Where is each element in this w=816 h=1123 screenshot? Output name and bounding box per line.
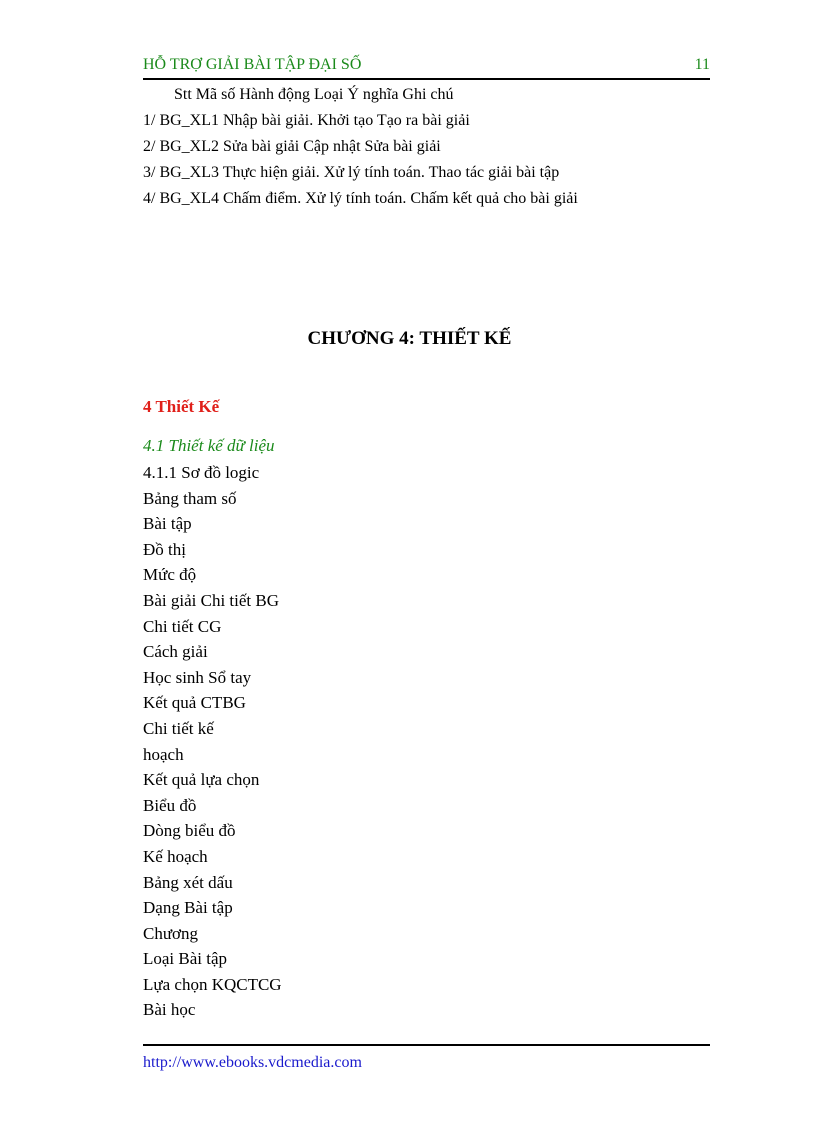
list-item: Chi tiết CG <box>143 616 222 636</box>
table-header-line: Stt Mã số Hành động Loại Ý nghĩa Ghi chú <box>174 86 454 103</box>
list-item: Kết quả CTBG <box>143 693 246 713</box>
list-item: Dòng biểu đồ <box>143 821 236 841</box>
list-item: Lựa chọn KQCTCG <box>143 974 282 994</box>
list-item: Mức độ <box>143 565 197 585</box>
list-item: Chương <box>143 923 199 943</box>
table-row: 3/ BG_XL3 Thực hiện giải. Xử lý tính toán. Thao tác giải bài tập <box>143 164 560 181</box>
list-item: Loại Bài tập <box>143 949 228 969</box>
table-row: 1/ BG_XL1 Nhập bài giải. Khởi tạo Tạo ra bài giải <box>143 112 470 129</box>
entity-list <box>143 460 282 1023</box>
list-item: Học sinh Sổ tay <box>143 667 252 687</box>
page-footer <box>143 1044 710 1072</box>
table-row: 2/ BG_XL2 Sửa bài giải Cập nhật Sửa bài giải <box>143 138 441 155</box>
list-item: Kế hoạch <box>143 846 208 866</box>
page-header <box>143 54 710 80</box>
list-item: Đồ thị <box>143 539 186 559</box>
subsection-title: 4.1 Thiết kế dữ liệu <box>143 436 275 455</box>
list-item: hoạch <box>143 744 184 764</box>
table-row: 4/ BG_XL4 Chấm điểm. Xử lý tính toán. Chấm kết quả cho bài giải <box>143 190 578 207</box>
action-table <box>143 82 710 212</box>
list-item: 4.1.1 Sơ đồ logic <box>143 463 260 482</box>
list-item: Biểu đồ <box>143 795 197 815</box>
list-item: Bài giải Chi tiết BG <box>143 590 279 610</box>
chapter-title: CHƯƠNG 4: THIẾT KẾ <box>307 328 512 349</box>
list-item: Kết quả lựa chọn <box>143 770 260 790</box>
list-item: Bảng xét dấu <box>143 872 233 892</box>
header-title: HỖ TRỢ GIẢI BÀI TẬP ĐẠI SỐ <box>143 56 362 73</box>
list-item: Dạng Bài tập <box>143 898 233 918</box>
list-item: Bài tập <box>143 514 192 534</box>
list-item: Bài học <box>143 1000 196 1020</box>
list-item: Chi tiết kế <box>143 718 214 738</box>
list-item: Cách giải <box>143 642 208 662</box>
list-item: Bảng tham số <box>143 488 237 508</box>
section-title: 4 Thiết Kế <box>143 397 220 416</box>
page-number: 11 <box>694 56 710 73</box>
footer-link[interactable]: http://www.ebooks.vdcmedia.com <box>143 1054 362 1071</box>
